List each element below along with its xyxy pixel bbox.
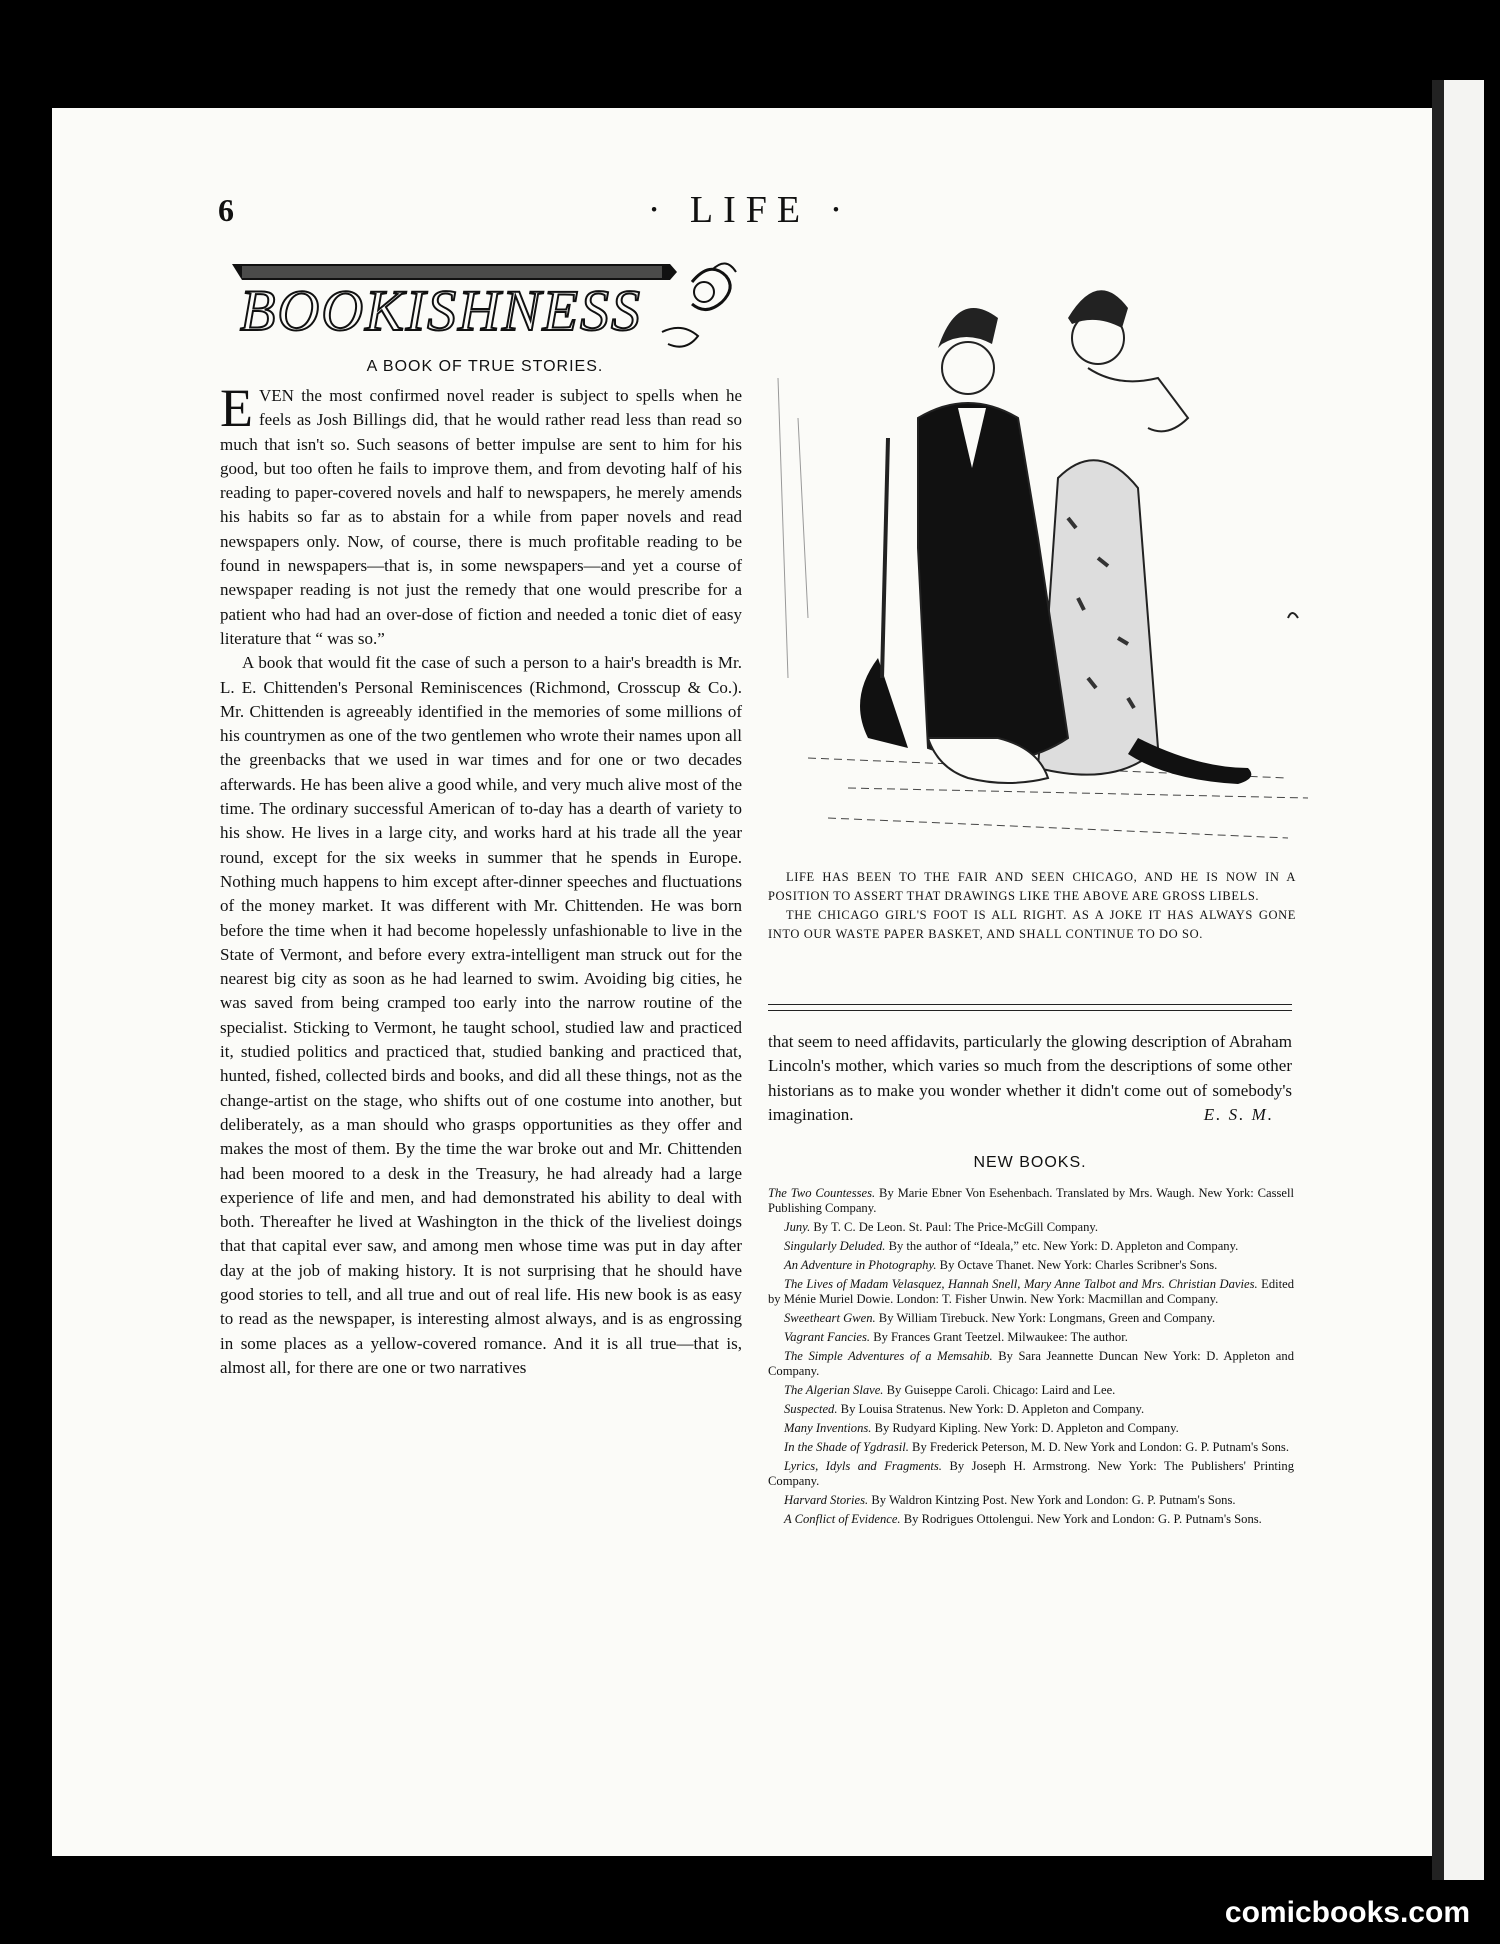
book-entry: In the Shade of Ygdrasil. By Frederick Peterson, M. D. New York and London: G. P. Putnam's Sons.	[784, 1440, 1289, 1454]
banner-lettering: BOOKISHNESS	[240, 278, 640, 343]
article-paragraph-1: EVEN the most confirmed novel reader is subject to spells when he feels as Josh Billings did, that he would rather read less than read so much that isn't so. Such seasons of better impulse are sent to him for his good, but too often he fails to improve them, and from devoting half of his reading to paper-covered novels and half to newspapers, he merely amends his habits so far as to abstain for a while from paper novels and read newspapers only. Now, of course, there is much profitable reading to be found in newspapers—that is, in some newspapers—and yet a course of newspaper reading is not just the remedy that one would prescribe for a patient who had had an over-dose of fiction and needed a tonic diet of easy literature that “ was so.”	[220, 378, 742, 648]
illustration-caption	[768, 868, 1296, 944]
book-entry: Harvard Stories. By Waldron Kintzing Post. New York and London: G. P. Putnam's Sons.	[784, 1493, 1236, 1507]
article-paragraph-2: A book that would fit the case of such a person to a hair's breadth is Mr. L. E. Chittenden's Personal Reminiscences (Richmond, Crosscup & Co.). Mr. Chittenden is agreeably identified in the memories of some millions of his countrymen as one of the two gentlemen who wrote their names upon all the greenbacks that we used in war times and for one or two decades afterwards. He has been alive a good while, and very much alive most of the time. The ordinary successful American of to-day has a dearth of variety to his show. He lives in a large city, and works hard at his trade all the year round, except for the six weeks in summer that he spends in Europe. Nothing much happens to him except after-dinner speeches and fluctuations of the money market. It was different with Mr. Chittenden. He was born before the time when it had become hopelessly unfashionable to live in the State of Vermont, and before every extra-intelligent man struck out for the nearest big city as soon as he had learned to swim. Avoiding big cities, he was saved from being cramped too early into the narrow routine of the specialist. Sticking to Vermont, he taught school, studied law and practiced it, studied politics and practiced that, studied banking and practiced that, hunted, fished, collected birds and books, and did all these things, not as the change-artist on the stage, who shifts out of one costume into another, but deliberately, as a man should who grasps opportunities as they offer and makes the most of them. By the time the war broke out and Mr. Chittenden had been moored to a desk in the Treasury, he had already had a large experience of life and men, and had demonstrated his ability to deal with both. Thereafter he lived at Washington in the thick of the liveliest doings that that capital ever saw, and among men whose time was put in day after day at the job of making history. It is not surprising that he should have good stories to tell, and all true and out of real life. His new book is as easy to read as the newspaper, is interesting almost always, and is as engrossing in some places as a yellow-covered romance. And it is all true—that is, almost all, for there are one or two narratives	[220, 653, 742, 1377]
caption-paragraph-1: LIFE HAS BEEN TO THE FAIR AND SEEN CHICAGO, AND HE IS NOW IN A POSITION TO ASSERT THAT DRAWINGS LIKE THE ABOVE ARE GROSS LIBELS.	[768, 870, 1296, 903]
next-page-edge	[1444, 80, 1484, 1880]
bookishness-banner	[222, 252, 742, 352]
book-entry: A Conflict of Evidence. By Rodrigues Ottolengui. New York and London: G. P. Putnam's Sons.	[784, 1512, 1262, 1526]
drop-cap: E	[220, 378, 253, 438]
book-entry: Suspected. By Louisa Stratenus. New York: D. Appleton and Company.	[784, 1402, 1145, 1416]
book-entry: An Adventure in Photography. By Octave Thanet. New York: Charles Scribner's Sons.	[784, 1258, 1218, 1272]
book-entry: The Simple Adventures of a Memsahib. By Sara Jeannette Duncan New York: D. Appleton and Company.	[768, 1349, 1294, 1378]
divider-rule	[768, 1010, 1292, 1011]
book-entry: The Lives of Madam Velasquez, Hannah Snell, Mary Anne Talbot and Mrs. Christian Davies. Edited by Ménie Muriel Dowie. London: T. Fisher Unwin. New York: Macmillan and Company.	[768, 1277, 1294, 1306]
book-entry: Many Inventions. By Rudyard Kipling. New York: D. Appleton and Company.	[784, 1421, 1179, 1435]
article-title: A BOOK OF TRUE STORIES.	[366, 358, 604, 375]
new-books-title: NEW BOOKS.	[973, 1154, 1087, 1171]
article-paragraph-3: that seem to need affidavits, particularly the glowing description of Abraham Lincoln's mother, which varies so much from the descriptions of some other historians as to make you wonder whether it didn't come out of somebody's imagination. E. S. M.	[768, 1030, 1292, 1127]
book-entry: Vagrant Fancies. By Frances Grant Teetzel. Milwaukee: The author.	[784, 1330, 1128, 1344]
book-entry: Lyrics, Idyls and Fragments. By Joseph H. Armstrong. New York: The Publishers' Printing Company.	[768, 1459, 1294, 1488]
book-entry: Juny. By T. C. De Leon. St. Paul: The Price-McGill Company.	[784, 1220, 1098, 1234]
masthead: · LIFE ·	[647, 189, 853, 231]
book-entry: The Algerian Slave. By Guiseppe Caroli. Chicago: Laird and Lee.	[784, 1383, 1116, 1397]
site-watermark: comicbooks.com	[1224, 1896, 1470, 1929]
author-signature: E. S. M.	[1203, 1104, 1274, 1124]
book-entry: Singularly Deluded. By the author of “Ideala,” etc. New York: D. Appleton and Company.	[784, 1239, 1239, 1253]
article-column-right	[768, 1030, 1292, 1127]
divider-rule	[768, 1004, 1292, 1005]
caption-paragraph-2: THE CHICAGO GIRL'S FOOT IS ALL RIGHT. AS A JOKE IT HAS ALWAYS GONE INTO OUR WASTE PAPER BASKET, AND SHALL CONTINUE TO DO SO.	[768, 908, 1296, 941]
page-gutter	[1432, 80, 1444, 1880]
page-number: 6	[218, 192, 235, 228]
article-column-left	[220, 378, 742, 1380]
chicago-girls-illustration	[768, 258, 1336, 858]
new-books-list	[768, 1186, 1294, 1531]
book-entry: Sweetheart Gwen. By William Tirebuck. New York: Longmans, Green and Company.	[784, 1311, 1216, 1325]
book-entry: The Two Countesses. By Marie Ebner Von Esehenbach. Translated by Mrs. Waugh. New York: Cassell Publishing Company.	[768, 1186, 1294, 1215]
